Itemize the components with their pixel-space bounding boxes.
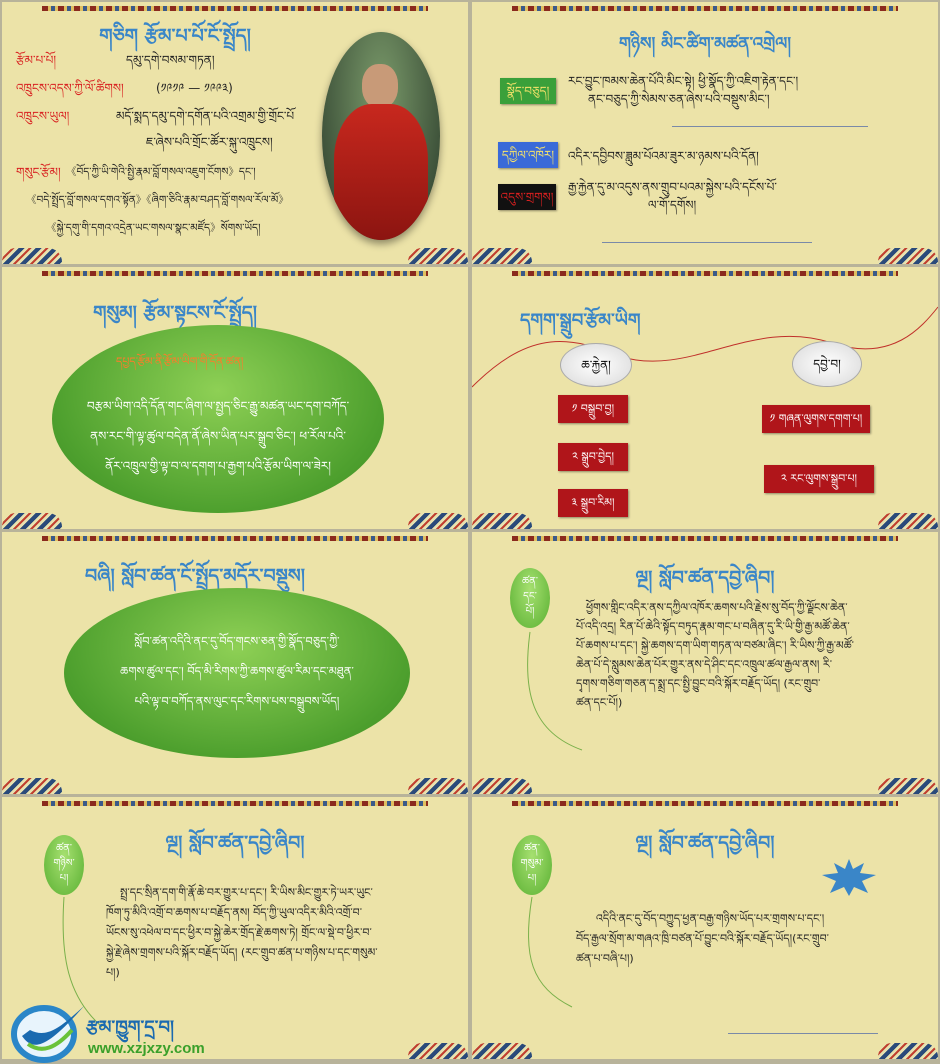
slide-6[interactable] [472, 532, 938, 794]
decorative-corner [472, 1043, 532, 1059]
text-line: པ།) [106, 966, 120, 979]
bio-rows [16, 50, 326, 238]
analysis-text [106, 883, 456, 983]
pill-line: པ། [527, 873, 537, 884]
decorative-corner [2, 513, 62, 529]
slide-title: ལྔ། སློབ་ཚན་དབྱེ་ཞིབ། [635, 567, 775, 589]
analysis-text [576, 909, 926, 969]
row-label: འཁྲུངས་འདས་ཀྱི་ལོ་ཚིགས། [16, 81, 124, 95]
decorative-corner [472, 513, 532, 529]
stem-path [528, 897, 572, 1007]
works-line: 《བདེ་སྤྲོད་བློ་གསལ་དགའ་སྟོན》《ཞིག་ཅིའི་རྣམ་བཤད་བློ་གསལ་རོལ་མོ》 [26, 194, 289, 206]
row-label [16, 132, 146, 152]
row-label: གསུང་རྩོམ། [16, 165, 61, 179]
row-value: ཇ་ཞེས་པའི་གྲོང་ཚོར་སྐུ་འཁྲུངས། [146, 135, 273, 149]
slide-title: ལྔ། སློབ་ཚན་དབྱེ་ཞིབ། [635, 832, 775, 854]
tag-blue[interactable]: དཀྱིལ་འཁོར། [498, 142, 558, 168]
decorative-border [42, 6, 428, 11]
slide-1[interactable] [2, 2, 468, 264]
slide-title: དགག་སྒྲུབ་རྩོམ་ཡིག [520, 310, 641, 331]
summary-oval [64, 588, 410, 758]
type-item[interactable]: ༢ རང་ལུགས་སྒྲུབ་པ། [764, 465, 874, 493]
oval-left[interactable]: ཆ་རྐྱེན། [560, 343, 632, 387]
text-line: ཆེན་པོ་དེ་སླུམས་ཆེན་པོར་གྱུར་ནས་དེ་ཤིང་དང་འཁྲུལ་ཚལ་རྒྱལ་ནས། རི་ [576, 658, 833, 671]
text-line: འདིའི་ནང་དུ་བོད་བཀྱུད་ཕྱན་བརྒྱ་གཉིས་ཡོད་པར་གྲགས་པ་དང་། [596, 912, 825, 925]
section-pill [44, 835, 84, 895]
decorative-border [42, 536, 428, 541]
text-line: ཕྱོགས་གླིང་འདིར་ནས་དཀྱིལ་འཁོར་ཆགས་པའི་རྗེས་སུ་བོད་ཀྱི་ལྗོངས་ཆེན་ [586, 601, 848, 614]
condition-item[interactable]: ༢ སྒྲུབ་བྱེད། [558, 443, 628, 471]
stem-path [528, 632, 582, 750]
slide-4[interactable] [472, 267, 938, 529]
text-line: དྭགས་གཅིག་གཅན་ད་སྨྲ་དང་སྤྱི་བྱུང་བའི་སྐོར་བརྗོད་ཡོད། (རང་གྲུབ་ [576, 677, 821, 690]
decorative-corner [408, 513, 468, 529]
oval-text [52, 391, 384, 481]
pill-line: གཉིས་ [53, 858, 75, 869]
text-line: ཚན་དང་པོ།) [576, 696, 623, 709]
pill-line: པོ། [525, 606, 535, 617]
section-pill [512, 835, 552, 895]
decorative-corner [878, 1043, 938, 1059]
text-line: བརྩམ་ཡིག་འདི་དོན་གང་ཞིག་ལ་སྤྱད་ཅིང་རྒྱུ་མཚན་ཡང་དག་བཀོད་ [86, 399, 350, 413]
condition-item[interactable]: ༡ བསྒྲུབ་བྱ། [558, 395, 628, 423]
row-value: མདོ་སྨད་དམུ་དགེ་དགོན་པའི་འགྲམ་གྱི་གྲོང་པོ [116, 109, 295, 123]
decorative-corner [472, 248, 532, 264]
text-line: པའི་ལྟ་བ་བཀོད་ནས་ལུང་དང་རིགས་པས་བསྒྲུབས་ཡོད། [134, 694, 340, 708]
logo-url[interactable]: www.xzjxzy.com [88, 1040, 205, 1057]
text-line: སྐྱེ་རྗེ་ཞེས་གྲགས་པའི་སྐོར་བརྗོད་ཡོད། (རང་གྲུབ་ཚན་པ་གཉིས་པ་དང་གསུམ་ [106, 946, 378, 959]
slide-title: གཅིག རྩོམ་པ་པོ་ངོ་སྤྲོད། [99, 25, 251, 47]
pill-line: གསུམ་ [520, 858, 544, 869]
slide-2[interactable] [472, 2, 938, 264]
tag-desc [568, 72, 928, 108]
oval-text [84, 626, 390, 716]
text-line: ཆགས་ཚུལ་དང་། བོད་མི་རིགས་ཀྱི་ཆགས་ཚུལ་རིམ་དང་མཐུན་ [120, 664, 354, 678]
decorative-corner [878, 778, 938, 794]
text-line: སློབ་ཚན་འདིའི་ནང་དུ་བོད་གངས་ཅན་གྱི་སྣོད་བཅུད་ཀྱི་ [134, 634, 340, 648]
decorative-corner [878, 513, 938, 529]
section-pill [510, 568, 550, 628]
curve-path [472, 307, 938, 387]
decorative-border [42, 271, 428, 276]
tag-desc [568, 178, 928, 214]
slide-3[interactable] [2, 267, 468, 529]
divider [602, 242, 812, 243]
portrait-robe [334, 104, 428, 240]
portrait-head [362, 64, 398, 108]
text-line: ནས་རང་གི་ལྟ་ཚུལ་བདེན་ནོ་ཞེས་ཡིན་པར་སྒྲུབ་ཅིང་། ཕ་རོལ་པའི་ [90, 429, 346, 443]
decorative-corner [2, 248, 62, 264]
tag-desc: འདིར་དབྱིབས་ཟླུམ་པོའམ་ཟུར་མ་ཉམས་པའི་དོན། [568, 149, 759, 163]
logo-swoosh-icon [8, 1000, 90, 1064]
slide-8[interactable] [472, 797, 938, 1059]
oval-subtitle: དཔྱད་རྩོམ་ནི་རྩོམ་ཡིག་གི་དོན་ཚན། [116, 355, 244, 368]
decorative-corner [878, 248, 938, 264]
condition-item[interactable]: ༣ སྒྲུབ་རིམ། [558, 489, 628, 517]
site-logo[interactable] [0, 1000, 240, 1064]
row-value: (༡༩༡༩ — ༡༩༩༣) [156, 81, 233, 95]
tag-black[interactable]: འདུས་གྲགས། [498, 184, 556, 210]
definition-oval [52, 325, 384, 513]
pill-line: ཚན་ [524, 843, 540, 854]
divider [672, 126, 868, 127]
decorative-corner [408, 1043, 468, 1059]
decorative-border [512, 6, 898, 11]
desc-line: ནང་བཅུད་ཀྱི་སེམས་ཅན་ཞེས་པའི་བསྡུས་མིང་། [588, 92, 770, 106]
slide-title: གཉིས། མིང་ཚིག་མཚན་འགྲེལ། [618, 34, 792, 54]
desc-line: ལ་གོ་དགོས། [648, 198, 697, 212]
pill-line: པ། [59, 873, 69, 884]
text-line: པོ་འདི་འདྲ། རིན་པོ་ཆེའི་སྟོད་བཏུད་རྣམ་གང་པ་བཞིན་དུ་རི་ཡི་གྱི་རྒྱ་མཚོ་ཆེན་ [576, 620, 850, 633]
pill-line: དང་ [523, 591, 537, 602]
row-label: རྩོམ་པ་པོ། [16, 53, 57, 67]
divider [728, 1033, 878, 1034]
text-line: སྤྲ་དང་སྲིན་དག་གི་རྣོ་ཆེ་བར་གྱུར་པ་དང་། རི་ཡིས་མིང་གྱུར་ཏེ་ཡར་ཡུང་ [120, 886, 373, 899]
decorative-corner [408, 778, 468, 794]
author-portrait [322, 32, 440, 240]
text-line: ཁོག་ཏུ་མིའི་འགྲོ་བ་ཆགས་པ་བརྗོད་ནས། བོད་ཀྱི་ཡུལ་འདིར་མིའི་འགྲོ་བ་ [106, 906, 363, 919]
pill-line: ཚན་ [56, 843, 72, 854]
pill-line: ཚན་ [522, 576, 538, 587]
decorative-corner [408, 248, 468, 264]
slide-5[interactable] [2, 532, 468, 794]
tag-green[interactable]: སྣོད་བཅུད། [500, 78, 556, 104]
text-line: ཡོངས་སུ་འཕེལ་བ་དང་ཕྱིར་བ་སྐྱེ་ཆེར་གྲོད་རྗེ་ཆགས་ཏེ། གྲོང་ལ་སྡེ་བ་ཕྱིར་བ་ [106, 926, 372, 939]
logo-name: རྩམ་ཁྱུག་དྲ་བ། [86, 1017, 174, 1038]
oval-right[interactable]: དབྱེ་བ། [792, 341, 862, 387]
text-line: ནོར་འཁྲུལ་གྱི་ལྟ་བ་ལ་དགག་པ་རྒྱག་པའི་རྩོམ་ཡིག་ལ་ཟེར། [105, 459, 331, 473]
text-line: པོ་ཆགས་པ་དང་། སྐྱེ་ཆགས་དག་ཡིག་གཏན་ལ་བཙམ་ཞིང་། རི་ཡིས་ཀྱི་རྒྱ་མཚོ་ [576, 639, 854, 652]
decorative-corner [2, 778, 62, 794]
star-shape [822, 859, 876, 896]
desc-line: རང་བྱུང་ཁམས་ཆེན་པོའི་མིང་སྟེ། ཕྱི་སྣོད་ཀྱི་འཇིག་རྟེན་དང་། [568, 74, 799, 88]
desc-line: རྒྱ་རྐྱེན་དུ་མ་འདུས་ནས་གྲུབ་པའམ་སྐྱེས་པའི་དངོས་པོ་ [568, 180, 777, 194]
row-value: དམུ་དགེ་བསམ་གཏན། [126, 53, 215, 67]
slide-title: ལྔ། སློབ་ཚན་དབྱེ་ཞིབ། [165, 832, 305, 854]
analysis-text [576, 598, 926, 712]
row-value: 《བོད་ཀྱི་ཡི་གེའི་སྤྱི་རྣམ་བློ་གསལ་འཇུག་ངོགས》དང་། [66, 166, 256, 178]
type-item[interactable]: ༡ གཞན་ལུགས་དགག་པ། [762, 405, 870, 433]
slide-title: བཞི། སློབ་ཚན་ངོ་སྤྲོད་མདོར་བསྡུས། [85, 565, 305, 587]
slide-title: གསུམ། རྩོམ་སྟངས་ངོ་སྤྲོད། [93, 302, 257, 324]
works-line: 《སྐྱེ་དགུ་གི་དགའ་འདྲེན་ཡང་གསལ་སྣང་མཛོད》སོགས་ཡོད། [46, 222, 261, 234]
star-burst-icon [820, 857, 878, 897]
row-label: འཁྲུངས་ཡུལ། [16, 109, 70, 123]
text-line: བོད་རྒྱལ་སྲོག་མ་གཞའ་ཁྲི་བཙན་པོ་བྱུང་བའི་སྐོར་བརྗོད་ཡོད།(རང་གྲུབ་ [576, 932, 829, 945]
decorative-corner [472, 778, 532, 794]
text-line: ཚན་པ་བཞི་པ།) [576, 952, 634, 965]
